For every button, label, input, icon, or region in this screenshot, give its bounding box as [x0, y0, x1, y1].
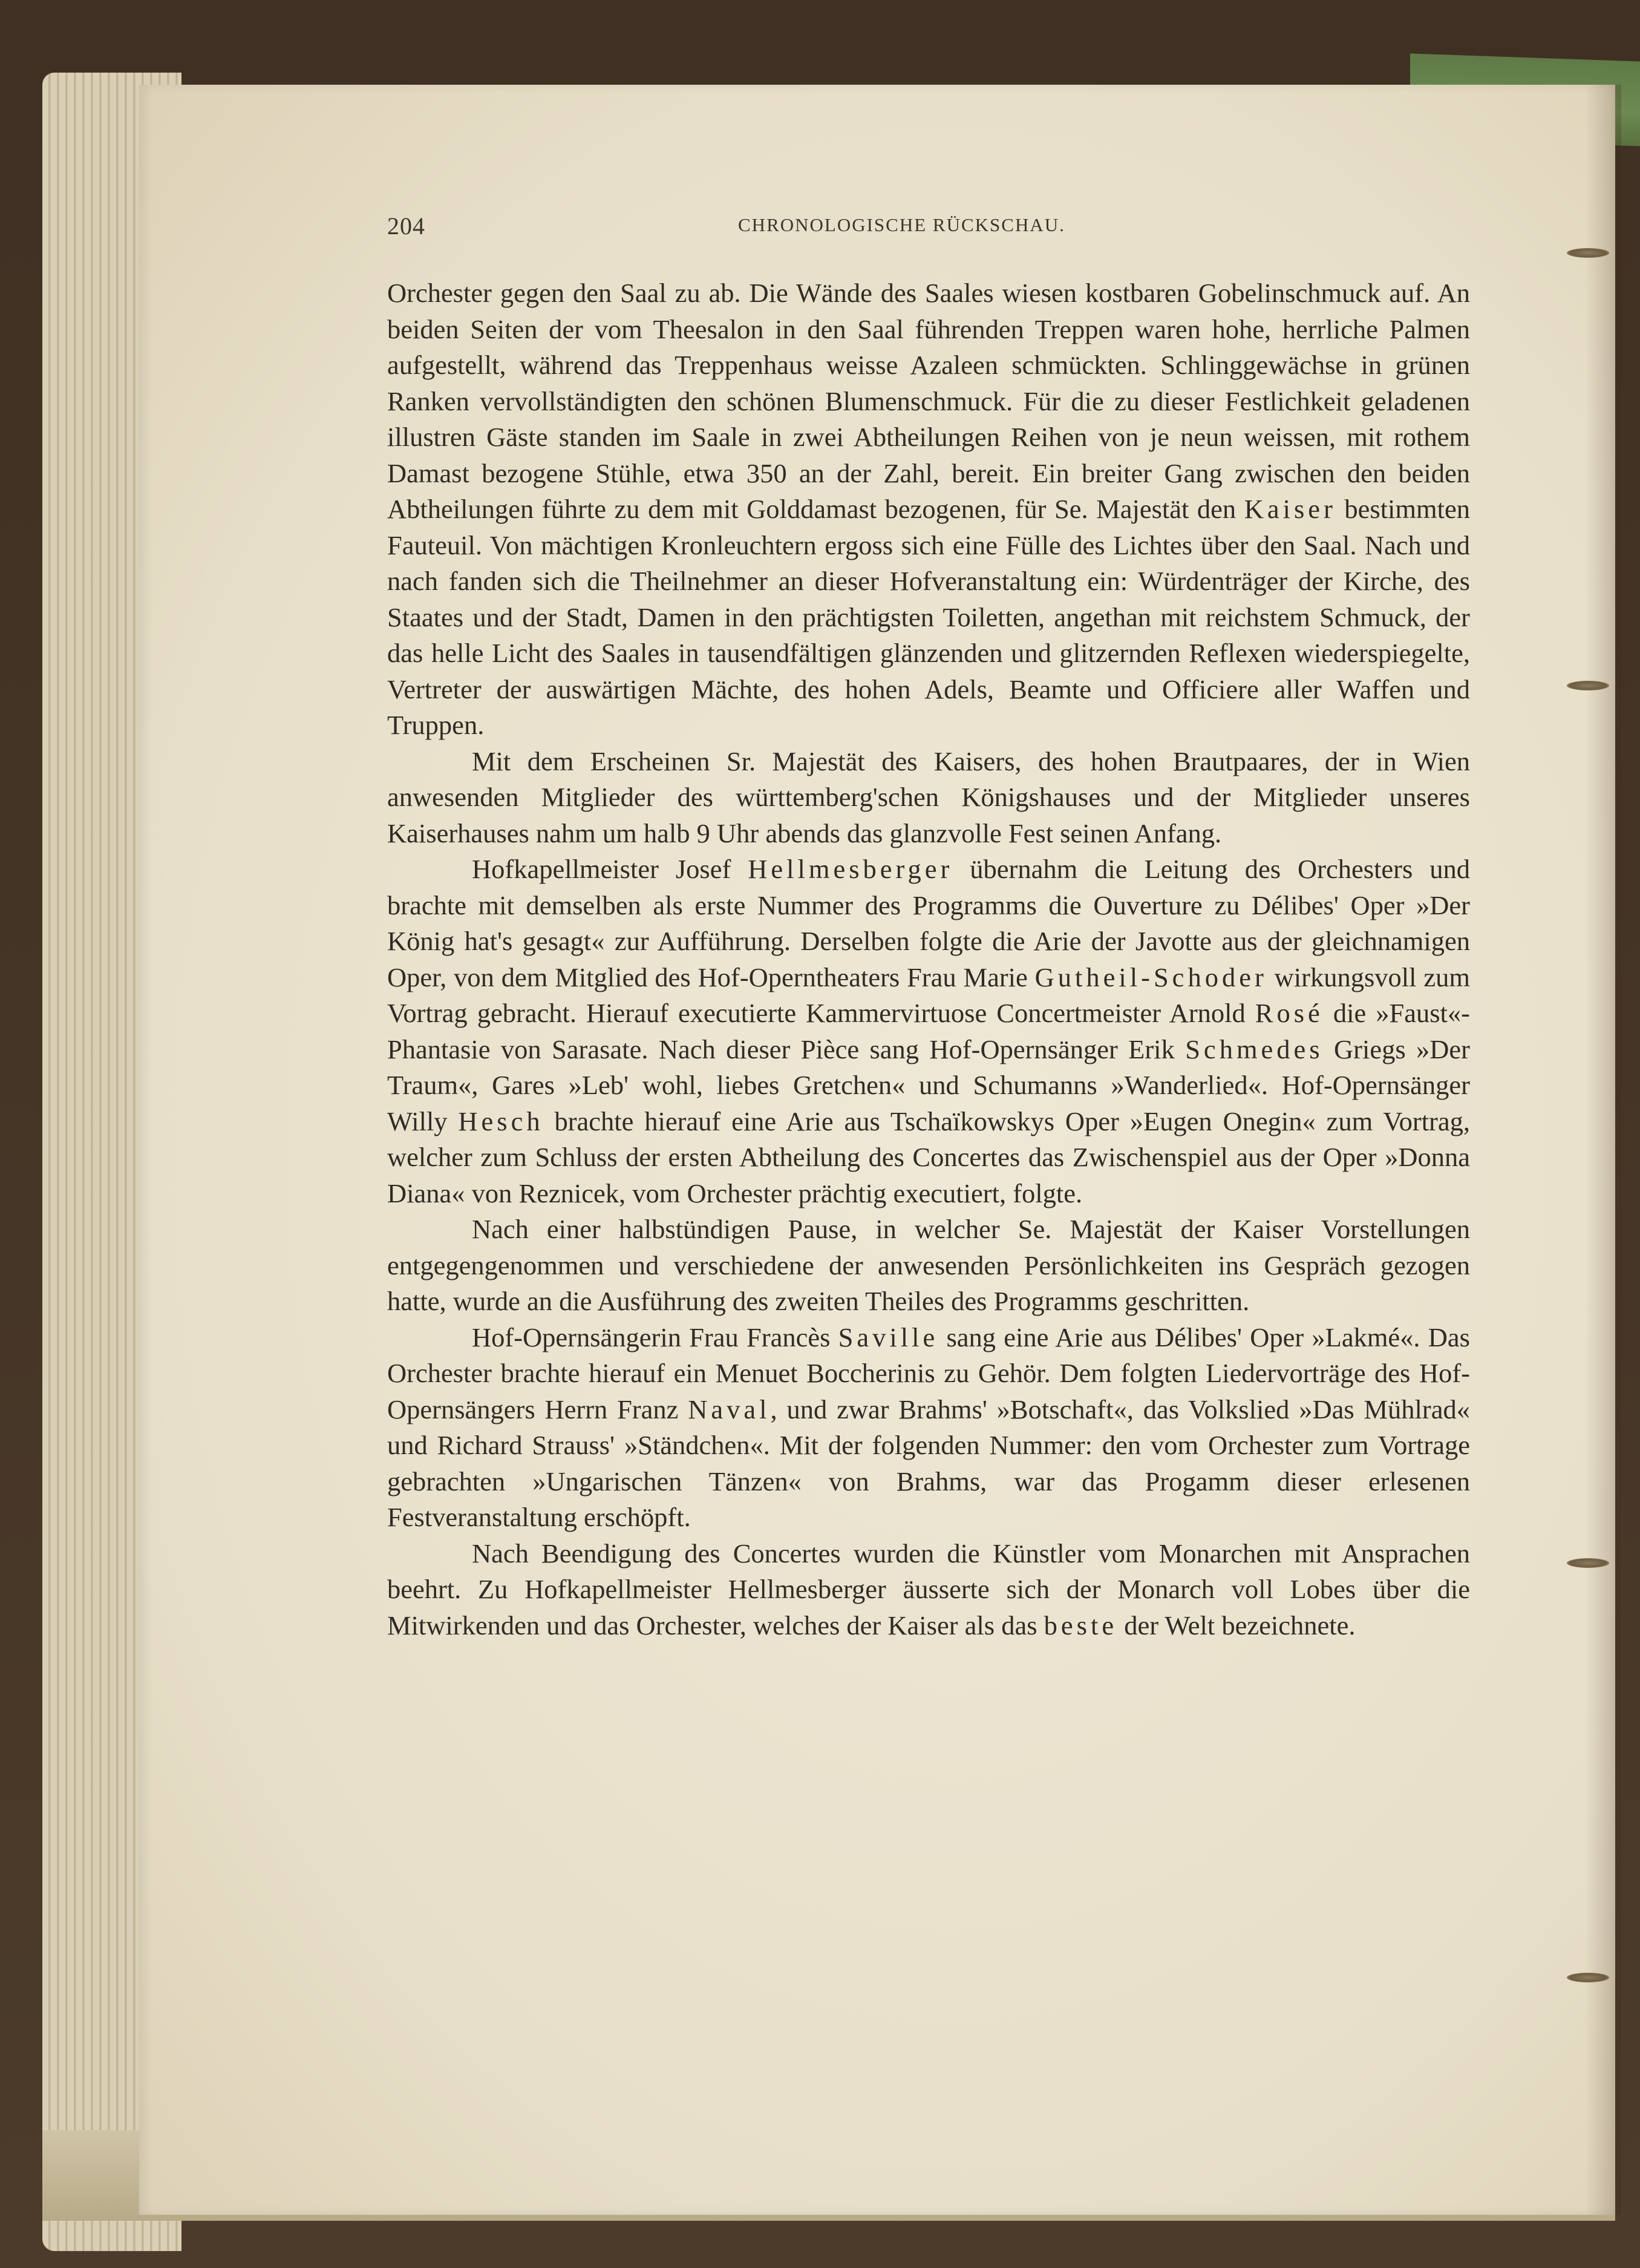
page-number: 204 [387, 212, 425, 240]
spaced-name: beste [1044, 1610, 1118, 1640]
paragraph-4 [387, 1211, 1470, 1320]
text-run: , und zwar Brahms' »Botschaft«, das Volkslied »Das Mühlrad« und Richard Strauss' »Ständchen«. Mit der folgenden Nummer: den vom Orchester zum Vortrage gebrachten »Ungarischen Tänzen« von Brahms, war das Progamm dieser erlesenen Festveranstaltung erschöpft. [387, 1394, 1470, 1532]
text-run: Nach Beendigung des Concertes wurden die Künstler vom Monarchen mit Ansprachen beehrt. Zu Hofkapellmeister Hellmesberger äusserte sich der Monarch voll Lobes über die Mitwirkenden und das Orchester, welches der Kaiser als das [387, 1538, 1470, 1640]
paragraph-6 [387, 1536, 1470, 1644]
spaced-name: Rosé [1255, 998, 1324, 1028]
text-run: Nach einer halbstündigen Pause, in welcher Se. Majestät der Kaiser Vorstellungen entgegengenommen und verschiedene der anwesenden Persönlichkeiten ins Gespräch gezogen hatte, wurde an die Ausführung des zweiten Theiles des Programms geschritten. [387, 1214, 1470, 1316]
binding-stitch [1567, 681, 1609, 690]
text-run: Hof-Opernsängerin Frau Francès [472, 1322, 838, 1352]
binding-stitch [1567, 1558, 1609, 1568]
text-run: wirkungsvoll zum Vortrag gebracht. Hierauf executierte Kammervirtuose Concertmeister Arnold [387, 962, 1470, 1028]
spaced-name: Kaiser [1244, 494, 1336, 524]
paragraph-3 [387, 851, 1470, 1211]
spaced-name: Schmedes [1185, 1034, 1324, 1064]
page-gutter [1585, 85, 1621, 2215]
page-header [387, 212, 1488, 248]
spaced-name: Saville [838, 1322, 939, 1352]
running-head: CHRONOLOGISCHE RÜCKSCHAU. [738, 214, 1065, 235]
text-run: brachte hierauf eine Arie aus Tschaïkowskys Oper »Eugen Onegin« zum Vortrag, welcher zum Schluss der ersten Abtheilung des Concertes das Zwischenspiel aus der Oper »Donna Diana« von Reznicek, vom Orchester prächtig executiert, folgte. [387, 1106, 1471, 1208]
text-run: Hofkapellmeister Josef [472, 854, 748, 884]
text-run: Orchester gegen den Saal zu ab. Die Wände des Saales wiesen kostbaren Gobelinschmuck auf. An beiden Seiten der vom Theesalon in den Saal führenden Treppen waren hohe, herrliche Palmen aufgestellt, während das Treppenhaus weisse Azaleen schmückten. Schlinggewächse in grünen Ranken vervollständigten den schönen Blumenschmuck. Für die zu dieser Festlichkeit geladenen illustren Gäste standen im Saale in zwei Abtheilungen Reihen von je neun weissen, mit rothem Damast bezogene Stühle, etwa 350 an der Zahl, bereit. Ein breiter Gang zwischen den beiden Abtheilungen führte zu dem mit Golddamast bezogenen, für Se. Majestät den [387, 278, 1470, 524]
text-run: Griegs »Der Traum«, Gares »Leb' wohl, liebes Gretchen« und Schumanns »Wanderlied«. Hof-Opernsänger Willy [387, 1034, 1470, 1136]
binding-stitch [1567, 248, 1609, 258]
paragraph-1 [387, 275, 1470, 744]
text-run: sang eine Arie aus Délibes' Oper »Lakmé«. Das Orchester brachte hierauf ein Menuet Boccherinis zu Gehör. Dem folgten Liedervorträge des Hof-Opernsängers Herrn Franz [387, 1322, 1470, 1424]
spaced-name: Naval [688, 1394, 771, 1424]
text-run: bestimmten Fauteuil. Von mächtigen Kronleuchtern ergoss sich eine Fülle des Lichtes über den Saal. Nach und nach fanden sich die Theilnehmer an dieser Hofveranstaltung ein: Würdenträger der Kirche, des Staates und der Stadt, Damen in den prächtigsten Toiletten, angethan mit reichstem Schmuck, der das helle Licht des Saales in tausendfältigen glänzenden und glitzernden Reflexen wiederspiegelte, Vertreter der auswärtigen Mächte, des hohen Adels, Beamte und Officiere aller Waffen und Truppen. [387, 494, 1471, 740]
text-run: Mit dem Erscheinen Sr. Majestät des Kaisers, des hohen Brautpaares, der in Wien anwesenden Mitglieder des württemberg'schen Königshauses und der Mitglieder unseres Kaiserhauses nahm um halb 9 Uhr abends das glanzvolle Fest seinen Anfang. [387, 746, 1470, 848]
paragraph-2 [387, 744, 1470, 852]
binding-stitch [1567, 1973, 1609, 1982]
spaced-name: Hesch [458, 1106, 544, 1136]
paragraph-5 [387, 1320, 1470, 1536]
text-run: übernahm die Leitung des Orchesters und brachte mit demselben als erste Nummer des Programms die Ouverture zu Délibes' Oper »Der König hat's gesagt« zur Aufführung. Derselben folgte die Arie der Javotte aus der gleichnamigen Oper, von dem Mitglied des Hof-Operntheaters Frau Marie [387, 854, 1470, 992]
text-run: die »Faust«-Phantasie von Sarasate. Nach dieser Pièce sang Hof-Opernsänger Erik [387, 998, 1470, 1064]
spaced-name: Hellmesberger [748, 854, 953, 884]
text-run: der Welt bezeichnete. [1117, 1610, 1356, 1640]
body-text [387, 275, 1470, 1644]
spaced-name: Gutheil-Schoder [1034, 962, 1267, 992]
